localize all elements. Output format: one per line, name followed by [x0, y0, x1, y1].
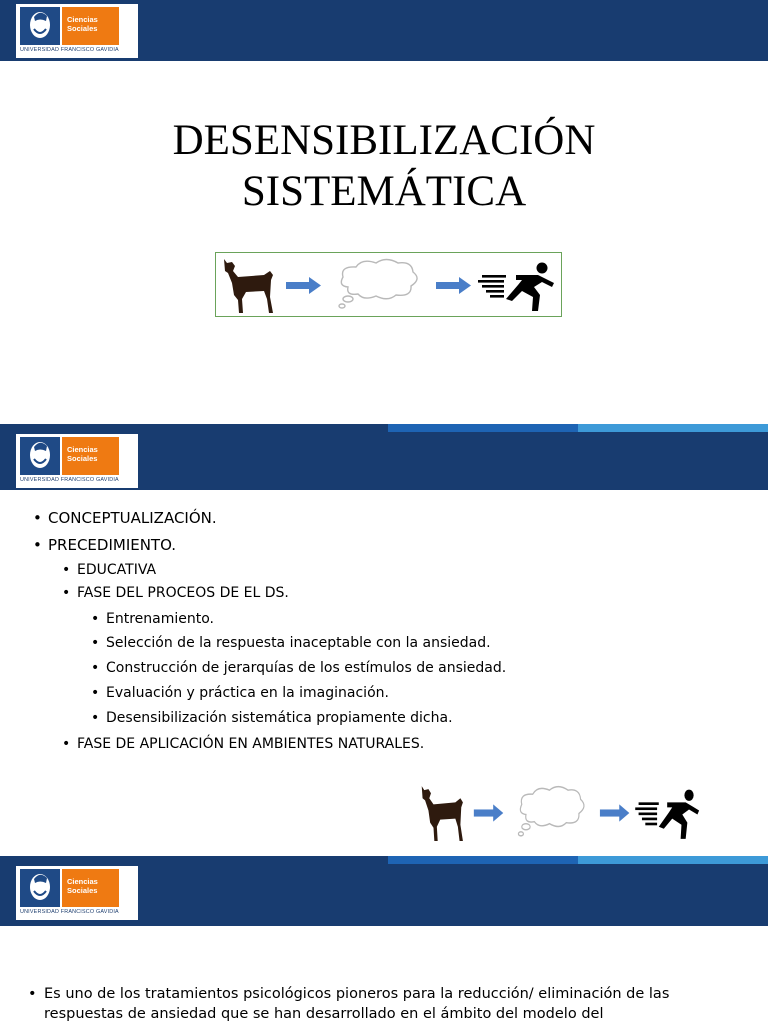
list-item: • PRECEDIMIENTO. — [33, 536, 177, 554]
list-item: • EDUCATIVA — [62, 562, 157, 578]
dog-icon — [422, 786, 463, 841]
university-logo-icon — [20, 869, 60, 907]
header-divider — [0, 58, 768, 61]
university-logo — [16, 866, 138, 920]
process-illustration — [415, 780, 705, 844]
slide-3 — [0, 856, 768, 1024]
arrow-right-icon — [286, 277, 321, 294]
logo-caption: UNIVERSIDAD FRANCISCO GAVIDIA — [20, 909, 119, 915]
logo-label: Ciencias Sociales — [62, 869, 119, 907]
list-item: • Construcción de jerarquías de los estímulos de ansiedad. — [91, 660, 507, 676]
logo-caption: UNIVERSIDAD FRANCISCO GAVIDIA — [20, 477, 119, 483]
body-paragraph: • Es uno de los tratamientos psicológicos pioneros para la reducción/ eliminación de las respuestas de ansiedad que se han desarrollado en el ámbito del modelo del — [28, 986, 670, 1022]
logo-caption: UNIVERSIDAD FRANCISCO GAVIDIA — [20, 47, 119, 53]
list-item: • Evaluación y práctica en la imaginación. — [91, 685, 389, 701]
slide-2 — [0, 424, 768, 854]
thought-cloud-icon — [339, 260, 417, 309]
university-logo-icon — [20, 7, 60, 45]
list-item: • CONCEPTUALIZACIÓN. — [33, 509, 217, 527]
list-item: • Selección de la respuesta inaceptable con la ansiedad. — [91, 635, 491, 651]
slide-header — [0, 424, 768, 490]
process-illustration — [215, 252, 562, 317]
logo-label: Ciencias Sociales — [62, 437, 119, 475]
running-man-icon — [635, 790, 699, 839]
slide-1 — [0, 0, 768, 422]
university-logo — [16, 4, 138, 58]
arrow-right-icon — [436, 277, 471, 294]
slide-header — [0, 856, 768, 926]
list-item: • Entrenamiento. — [91, 611, 214, 627]
university-logo-icon — [20, 437, 60, 475]
thought-cloud-icon — [518, 787, 584, 836]
slide-header — [0, 0, 768, 58]
running-man-icon — [478, 263, 554, 312]
university-logo — [16, 434, 138, 488]
outline-list — [0, 506, 768, 758]
page-title: DESENSIBILIZACIÓN SISTEMÁTICA — [172, 117, 596, 215]
arrow-right-icon — [474, 804, 503, 821]
list-item: • FASE DEL PROCEOS DE EL DS. — [62, 585, 289, 601]
logo-label: Ciencias Sociales — [62, 7, 119, 45]
dog-icon — [224, 259, 273, 313]
list-item: • FASE DE APLICACIÓN EN AMBIENTES NATURALES. — [62, 736, 425, 752]
arrow-right-icon — [600, 804, 629, 821]
list-item: • Desensibilización sistemática propiamente dicha. — [91, 710, 453, 726]
